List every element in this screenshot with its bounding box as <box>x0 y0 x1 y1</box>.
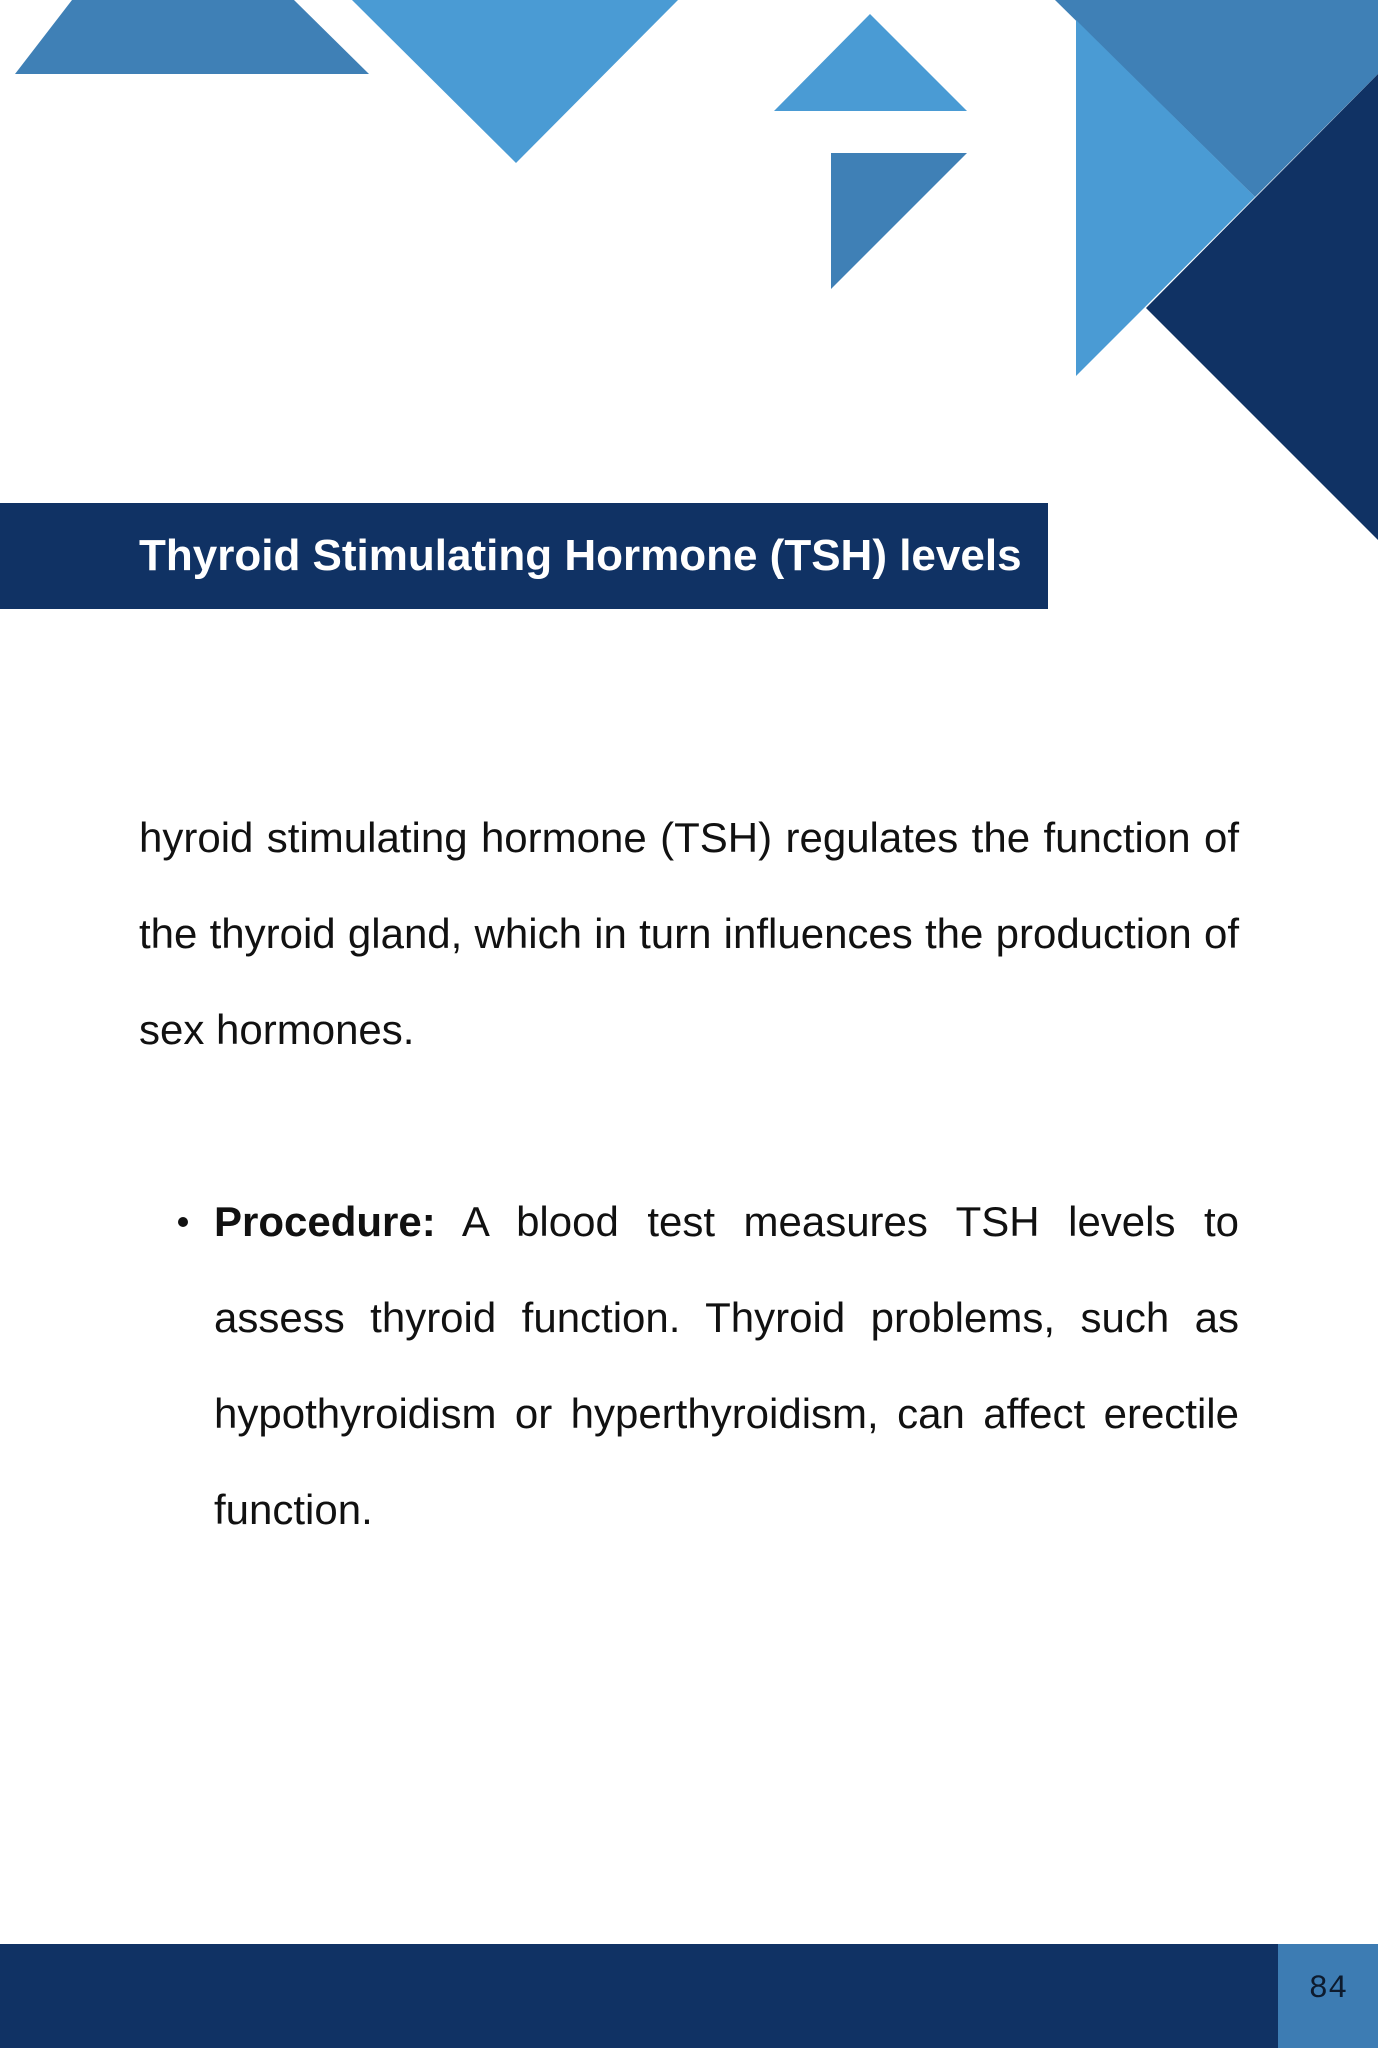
triangle-top-center <box>352 0 678 163</box>
section-title-bar <box>0 503 1048 609</box>
page-number: 84 <box>1308 1970 1348 2007</box>
triangle-small-up <box>774 14 967 111</box>
triangle-top-left <box>15 0 369 74</box>
triangle-small-down <box>831 153 967 289</box>
bullet-text: A blood test measures TSH levels to assess thyroid function. Thyroid problems, such as hypothyroidism or hyperthyroidism, can affect erectile function. <box>214 1198 1239 1533</box>
section-title: Thyroid Stimulating Hormone (TSH) levels <box>139 531 1022 580</box>
page-number-box <box>1278 1944 1378 2048</box>
bullet-icon <box>178 1217 188 1227</box>
bullet-term: Procedure: <box>214 1198 436 1245</box>
bullet-list <box>214 1174 1239 1558</box>
list-item <box>214 1174 1239 1558</box>
decorative-triangles <box>0 0 1378 560</box>
intro-paragraph: hyroid stimulating hormone (TSH) regulates the function of the thyroid gland, which in turn influences the production of sex hormones. <box>139 814 1239 1053</box>
footer-bar <box>0 1944 1378 2048</box>
